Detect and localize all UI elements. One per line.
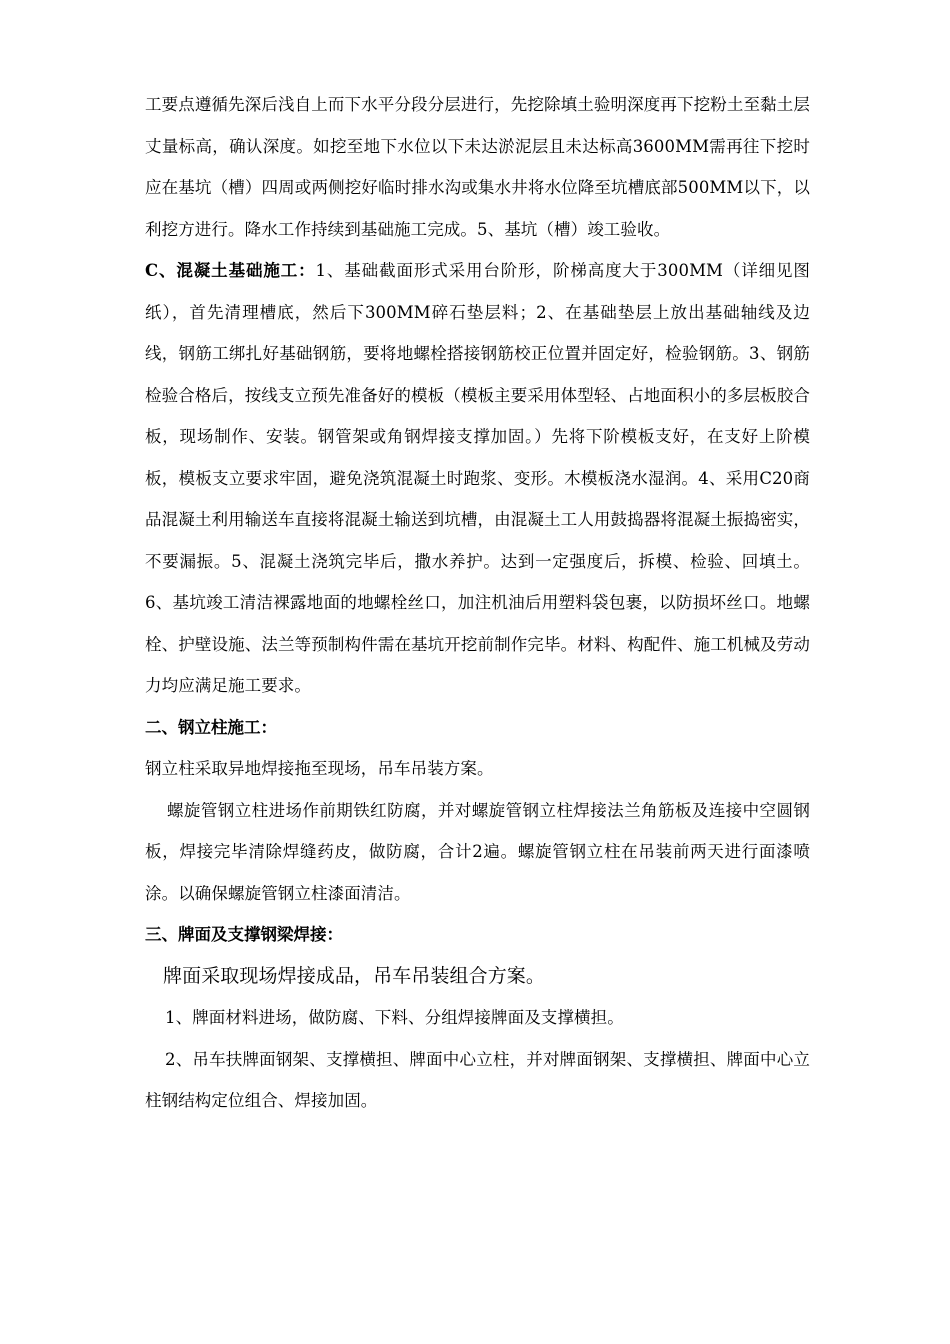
paragraph-concrete-foundation (145, 250, 810, 707)
paragraph-panel-method: 牌面采取现场焊接成品，吊车吊装组合方案。 (163, 964, 546, 987)
document-page (145, 84, 810, 1122)
paragraph-steel-column-detail: 螺旋管钢立柱进场作前期铁红防腐，并对螺旋管钢立柱焊接法兰角筋板及连接中空圆钢板，焊接完毕清除焊缝药皮，做防腐，合计2遍。螺旋管钢立柱在吊装前两天进行面漆喷涂。以确保螺旋管钢立柱漆面清洁。 (145, 800, 810, 903)
paragraph-panel-step-1: 1、牌面材料进场，做防腐、下料、分组焊接牌面及支撑横担。 (165, 1008, 624, 1027)
section-label-concrete: C、混凝土基础施工： (145, 261, 316, 280)
paragraph-excavation: 工要点遵循先深后浅自上而下水平分段分层进行，先挖除填土验明深度再下挖粉土至黏土层丈量标高，确认深度。如挖至地下水位以下未达淤泥层且未达标高3600MM需再往下挖时应在基坑（槽）四周或两侧挖好临时排水沟或集水井将水位降至坑槽底部500MM以下，以利挖方进行。降水工作持续到基础施工完成。5、基坑（槽）竣工验收。 (145, 95, 810, 239)
paragraph-panel-step-2: 2、吊车扶牌面钢架、支撑横担、牌面中心立柱，并对牌面钢架、支撑横担、牌面中心立柱钢结构定位组合、焊接加固。 (145, 1049, 810, 1110)
paragraph-steel-column-method: 钢立柱采取异地焊接拖至现场，吊车吊装方案。 (145, 759, 494, 778)
heading-steel-column: 二、钢立柱施工： (145, 717, 277, 737)
heading-panel-welding: 三、牌面及支撑钢梁焊接： (145, 925, 343, 944)
paragraph-concrete-text: 1、基础截面形式采用台阶形，阶梯高度大于300MM（详细见图纸），首先清理槽底，然后下300MM碎石垫层料；2、在基础垫层上放出基础轴线及边线，钢筋工绑扎好基础钢筋，要将地螺栓搭接钢筋校正位置并固定好，检验钢筋。3、钢筋检验合格后，按线支立预先准备好的模板（模板主要采用体型轻、占地面积小的多层板胶合板，现场制作、安装。钢管架或角钢焊接支撑加固。）先将下阶模板支好，在支好上阶模板，模板支立要求牢固，避免浇筑混凝土时跑浆、变形。木模板浇水湿润。4、采用C20商品混凝土利用输送车直接将混凝土输送到坑槽，由混凝土工人用鼓捣器将混凝土振捣密实，不要漏振。5、混凝土浇筑完毕后，撒水养护。达到一定强度后，拆模、检验、回填土。6、基坑竣工清洁裸露地面的地螺栓丝口，加注机油后用塑料袋包裹，以防损坏丝口。地螺栓、护壁设施、法兰等预制构件需在基坑开挖前制作完毕。材料、构配件、施工机械及劳动力均应满足施工要求。 (145, 261, 810, 695)
